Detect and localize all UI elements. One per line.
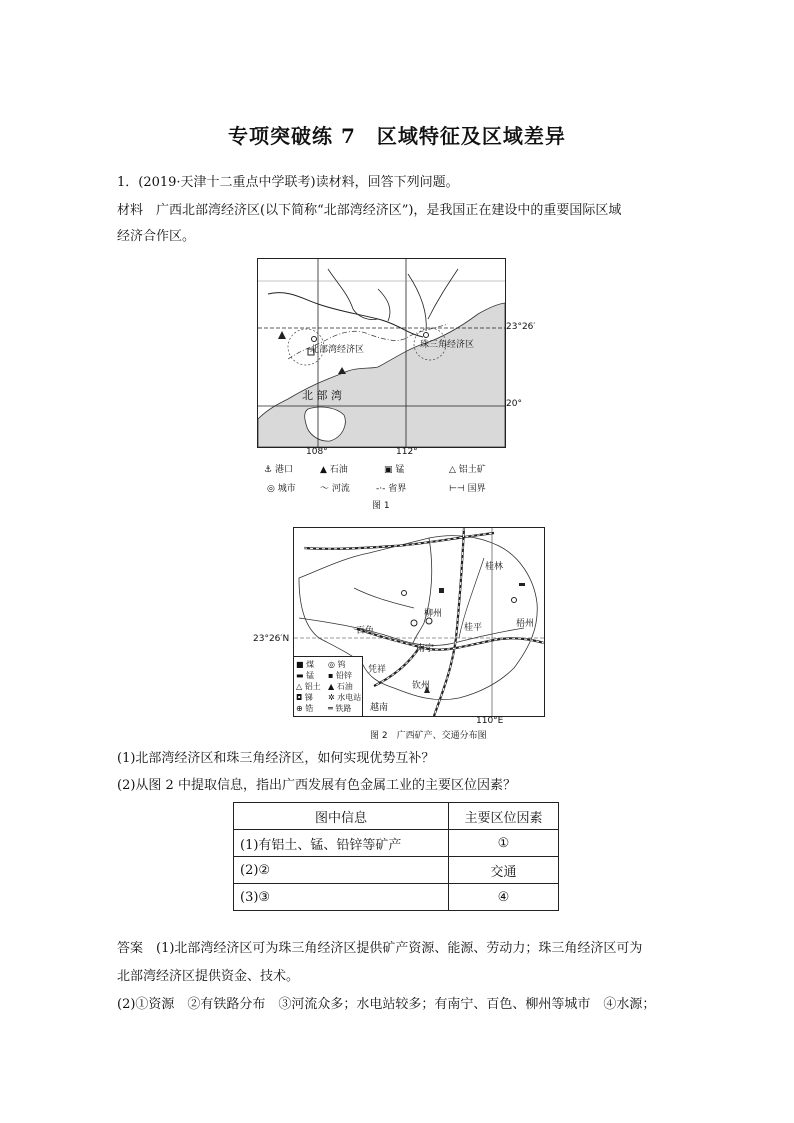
label-beibuwan-zone: 北部湾经济区 [310, 345, 365, 355]
label-lon-110e: 110°E [476, 716, 504, 726]
tungsten-icon: ◎ [328, 660, 335, 669]
label-guiping: 桂平 [464, 623, 483, 633]
table-cell: (1)有铝土、锰、铅锌等矿产 [234, 830, 449, 857]
label-baise: 百色 [356, 626, 375, 636]
coal-icon: ■ [296, 660, 304, 669]
lead-zinc-icon: ▪ [328, 671, 334, 680]
question-2: (2)从图 2 中提取信息，指出广西发展有色金属工业的主要区位因素？ [117, 778, 516, 793]
table-row [234, 884, 559, 911]
label-zhusanjiao-zone: 珠三角经济区 [420, 340, 475, 350]
bauxite-icon: △ [296, 682, 303, 691]
legend-coal: ■ 煤 [296, 660, 315, 669]
figure-2-legend [294, 656, 363, 717]
antimony-icon: ◘ [296, 693, 303, 702]
city-icon: ◎ [267, 484, 275, 494]
figure-2-map [293, 527, 545, 717]
label-lat-23: 23°26′ [506, 322, 536, 332]
anchor-icon: ⚓ [264, 465, 273, 475]
page-title: 专项突破练 7 区域特征及区域差异 [228, 124, 566, 148]
hydropower-icon: ✲ [328, 693, 335, 702]
label-liuzhou: 柳州 [424, 609, 443, 619]
legend-province-border: -·- 省界 [376, 484, 407, 494]
legend-bauxite-2: △ 铝土 [296, 682, 321, 691]
bauxite-icon: △ [449, 465, 456, 475]
table-header-row [234, 803, 559, 830]
legend-oil-2: ▲ 石油 [328, 682, 353, 691]
figure-2-caption: 图 2 广西矿产、交通分布图 [370, 731, 487, 741]
figure-1-map-drawing [258, 259, 505, 447]
table-cell: (3)③ [234, 884, 449, 911]
province-border-icon: -·- [376, 484, 386, 494]
answer-line-3: (2)①资源 ②有铁路分布 ③河流众多；水电站较多；有南宁、百色、柳州等城市 ④水源； [117, 997, 656, 1012]
legend-bauxite: △ 铝土矿 [449, 465, 486, 475]
question-1: (1)北部湾经济区和珠三角经济区，如何实现优势互补？ [117, 751, 435, 766]
figure-1-map [257, 258, 506, 448]
figure-1-caption: 图 1 [372, 501, 390, 511]
label-lon-108: 108° [306, 447, 328, 457]
national-border-icon: ⊢⊣ [449, 484, 465, 494]
label-gulf: 北 部 湾 [302, 389, 342, 402]
legend-oil: ▲ 石油 [320, 465, 348, 475]
legend-national-border: ⊢⊣ 国界 [449, 484, 486, 494]
label-lat-20: 20° [506, 399, 522, 409]
river-icon: 〜 [320, 484, 330, 494]
legend-manganese-2: ▬ 锰 [296, 671, 315, 680]
label-lon-112: 112° [396, 447, 418, 457]
legend-railway: ═ 铁路 [328, 704, 352, 713]
answer-line-1: 答案 (1)北部湾经济区可为珠三角经济区提供矿产资源、能源、劳动力；珠三角经济区可为 [117, 941, 643, 956]
table-cell: (2)② [234, 857, 449, 884]
legend-river: 〜 河流 [320, 484, 350, 494]
legend-lead-zinc: ▪ 铅锌 [328, 671, 352, 680]
label-wuzhou: 梧州 [516, 619, 535, 629]
legend-manganese: ▣ 锰 [384, 465, 405, 475]
legend-city: ◎ 城市 [267, 484, 296, 494]
table-row [234, 857, 559, 884]
label-lat-23n: 23°26′N [253, 634, 290, 644]
table-cell: ④ [449, 884, 559, 911]
label-guilin: 桂林 [485, 562, 504, 572]
table-header-cell: 主要区位因素 [449, 803, 559, 830]
table-cell: ① [449, 830, 559, 857]
legend-hydropower: ✲ 水电站 [328, 693, 362, 702]
zirconium-icon: ⊕ [296, 704, 303, 713]
question-intro: 1．(2019·天津十二重点中学联考)读材料，回答下列问题。 [117, 175, 459, 190]
legend-port: ⚓ 港口 [264, 465, 293, 475]
answer-line-2: 北部湾经济区提供资金、技术。 [117, 969, 300, 984]
legend-zirconium: ⊕ 锆 [296, 704, 314, 713]
table-cell: 交通 [449, 857, 559, 884]
legend-tungsten: ◎ 钨 [328, 660, 346, 669]
legend-antimony: ◘ 锑 [296, 693, 313, 702]
label-vietnam: 越南 [370, 703, 389, 713]
label-pingxiang: 凭祥 [368, 665, 387, 675]
oil-icon: ▲ [328, 682, 335, 691]
manganese-icon: ▬ [296, 671, 304, 680]
table-header-cell: 图中信息 [234, 803, 449, 830]
label-qinzhou: 钦州 [412, 681, 431, 691]
label-nanning: 南宁 [416, 644, 435, 654]
table-row [234, 830, 559, 857]
railway-icon: ═ [328, 704, 333, 713]
material-line-2: 经济合作区。 [117, 229, 196, 244]
oil-icon: ▲ [320, 465, 327, 475]
material-line-1: 材料 广西北部湾经济区(以下简称“北部湾经济区”)，是我国正在建设中的重要国际区域 [117, 203, 622, 218]
info-table [233, 802, 559, 911]
manganese-icon: ▣ [384, 465, 393, 475]
